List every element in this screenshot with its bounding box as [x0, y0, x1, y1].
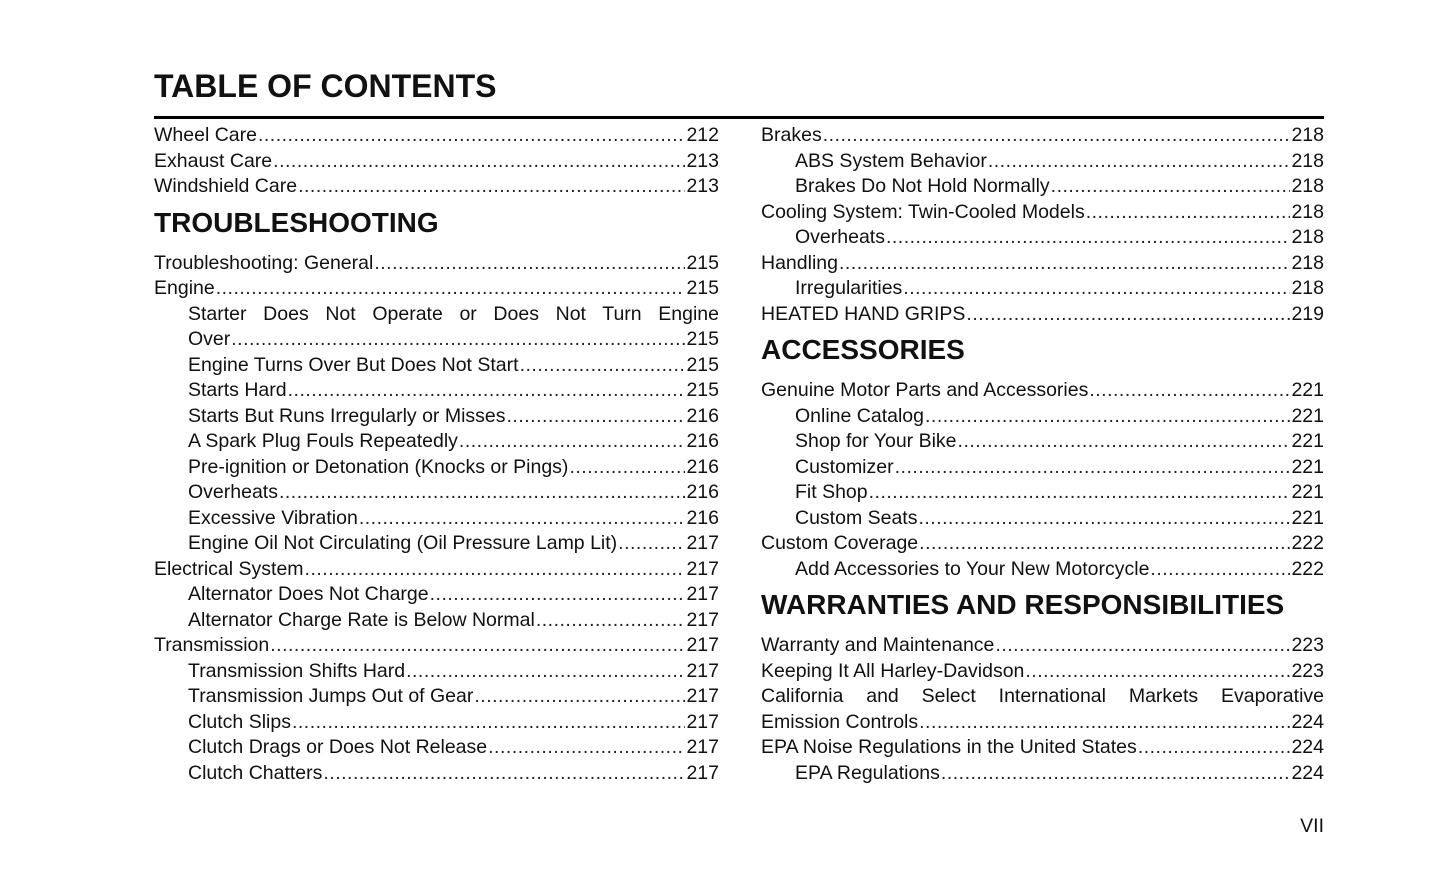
dot-leader [507, 404, 686, 430]
dot-leader [1025, 659, 1290, 685]
entry-page: 215 [686, 251, 719, 274]
entry-page: 218 [1291, 149, 1324, 172]
dot-leader [1150, 557, 1290, 583]
entry-label: Cooling System: Twin-Cooled Models [761, 200, 1085, 223]
entry-label: Transmission Shifts Hard [188, 659, 406, 682]
dot-leader [839, 251, 1290, 277]
entry-page: 221 [1291, 506, 1324, 529]
entry-label: Brakes [761, 124, 822, 146]
entry-page: 221 [1291, 379, 1324, 401]
dot-leader [886, 225, 1290, 251]
toc-entry[interactable] [761, 378, 1324, 404]
dot-leader [288, 378, 686, 404]
dot-leader [988, 149, 1291, 175]
entry-label: Engine Turns Over But Does Not Start [188, 353, 519, 376]
dot-leader [459, 429, 686, 455]
toc-subentry[interactable] [761, 506, 1324, 532]
dot-leader [925, 404, 1290, 430]
entry-label: Online Catalog [795, 404, 924, 427]
entry-page: 213 [686, 149, 719, 172]
entry-page: 222 [1291, 532, 1324, 554]
toc-subentry[interactable] [154, 761, 719, 787]
toc-entry[interactable] [761, 200, 1324, 226]
dot-leader [231, 327, 685, 353]
page-title: TABLE OF CONTENTS [154, 68, 497, 104]
entry-label: Brakes Do Not Hold Normally [795, 175, 1050, 197]
entry-label: Clutch Drags or Does Not Release [188, 736, 488, 758]
entry-label: Emission Controls [761, 710, 919, 733]
toc-subentry[interactable] [761, 557, 1324, 583]
dot-leader [958, 429, 1291, 455]
toc-entry[interactable] [761, 302, 1324, 328]
dot-leader [941, 761, 1291, 787]
entry-page: 223 [1291, 659, 1324, 682]
dot-leader [270, 633, 685, 659]
entry-label: ABS System Behavior [795, 149, 987, 172]
entry-label: Add Accessories to Your New Motorcycle [795, 557, 1150, 580]
entry-label: Transmission Jumps Out of Gear [188, 685, 474, 707]
toc-subentry[interactable] [154, 404, 719, 430]
entry-label: Warranty and Maintenance [761, 634, 995, 656]
entry-label: Starts Hard [188, 379, 287, 401]
toc-subentry[interactable] [154, 506, 719, 532]
entry-page: 217 [686, 608, 719, 631]
dot-leader [618, 531, 685, 557]
entry-page: 221 [1291, 430, 1324, 452]
entry-label: Irregularities [795, 277, 903, 299]
entry-page: 217 [686, 710, 719, 733]
dot-leader [1138, 735, 1291, 761]
entry-page: 215 [686, 379, 719, 401]
entry-label: EPA Regulations [795, 761, 940, 784]
dot-leader [430, 582, 686, 608]
entry-page: 224 [1291, 736, 1324, 758]
toc-subentry[interactable] [761, 480, 1324, 506]
toc-subentry[interactable] [761, 761, 1324, 787]
toc-subentry[interactable] [154, 531, 719, 557]
dot-leader [995, 633, 1290, 659]
entry-page: 213 [686, 175, 719, 197]
entry-page: 224 [1291, 710, 1324, 733]
entry-page: 217 [686, 557, 719, 580]
dot-leader [1086, 200, 1291, 226]
dot-leader [216, 276, 686, 302]
toc-subentry[interactable] [154, 735, 719, 761]
toc-subentry[interactable] [761, 455, 1324, 481]
toc-subentry[interactable] [154, 429, 719, 455]
toc-entry[interactable] [761, 710, 1324, 736]
dot-leader [966, 302, 1290, 328]
dot-leader [1051, 174, 1291, 200]
entry-page: 215 [686, 353, 719, 376]
dot-leader [292, 710, 685, 736]
entry-label: EPA Noise Regulations in the United States [761, 736, 1137, 758]
page-number: VII [1300, 815, 1324, 837]
dot-leader [488, 735, 685, 761]
toc-entry[interactable] [154, 123, 719, 149]
dot-leader [536, 608, 686, 634]
left-column [154, 123, 719, 786]
dot-leader [895, 455, 1291, 481]
entry-label: Clutch Chatters [188, 761, 323, 784]
entry-label: Overheats [795, 226, 885, 248]
section-heading-accessories: ACCESSORIES [761, 334, 965, 365]
toc-subentry[interactable] [761, 149, 1324, 175]
dot-leader [918, 506, 1290, 532]
dot-leader [359, 506, 686, 532]
dot-leader [919, 531, 1290, 557]
entry-label: Overheats [188, 481, 278, 503]
dot-leader [406, 659, 685, 685]
entry-page: 221 [1291, 481, 1324, 503]
entry-label: HEATED HAND GRIPS [761, 302, 966, 325]
dot-leader [823, 123, 1291, 149]
toc-subentry[interactable] [154, 480, 719, 506]
entry-label: Fit Shop [795, 481, 868, 503]
entry-label: Troubleshooting: General [154, 251, 374, 274]
entry-page: 216 [686, 455, 719, 478]
dot-leader [869, 480, 1291, 506]
dot-leader [279, 480, 685, 506]
toc-entry-wrapped-line[interactable]: Starter Does Not Operate or Does Not Turn Engine [188, 302, 719, 325]
dot-leader [298, 174, 685, 200]
section-heading-troubleshooting: TROUBLESHOOTING [154, 206, 439, 238]
toc-entry[interactable] [154, 251, 719, 277]
dot-leader [1089, 378, 1290, 404]
toc-entry[interactable] [761, 251, 1324, 277]
entry-page: 216 [686, 481, 719, 503]
toc-subentry[interactable] [154, 684, 719, 710]
toc-subentry[interactable] [154, 710, 719, 736]
toc-entry[interactable] [154, 557, 719, 583]
toc-entry[interactable] [154, 276, 719, 302]
toc-subentry[interactable] [761, 225, 1324, 251]
toc-subentry[interactable] [761, 404, 1324, 430]
entry-page: 217 [686, 761, 719, 784]
entry-page: 217 [686, 736, 719, 758]
entry-label: Customizer [795, 455, 894, 478]
toc-entry[interactable] [154, 149, 719, 175]
toc-entry[interactable] [761, 531, 1324, 557]
entry-label: Wheel Care [154, 124, 257, 146]
toc-subentry[interactable] [761, 174, 1324, 200]
dot-leader [305, 557, 686, 583]
dot-leader [569, 455, 685, 481]
entry-page: 215 [686, 328, 719, 350]
entry-page: 212 [686, 124, 719, 146]
entry-label: Handling [761, 251, 838, 274]
entry-page: 217 [686, 532, 719, 554]
entry-label: Pre-ignition or Detonation (Knocks or Pings) [188, 455, 569, 478]
toc-entry[interactable] [761, 123, 1324, 149]
entry-page: 218 [1291, 277, 1324, 299]
toc-entry[interactable] [761, 659, 1324, 685]
entry-page: 216 [686, 430, 719, 452]
toc-subentry[interactable] [154, 659, 719, 685]
entry-page: 218 [1291, 251, 1324, 274]
dot-leader [474, 684, 685, 710]
toc-entry-wrapped-line[interactable]: California and Select International Markets Evaporative [761, 685, 1324, 707]
dot-leader [323, 761, 685, 787]
entry-label: Keeping It All Harley-Davidson [761, 659, 1025, 682]
entry-page: 219 [1291, 302, 1324, 325]
toc-subentry[interactable] [761, 429, 1324, 455]
toc-entry[interactable] [761, 735, 1324, 761]
entry-label: Over [188, 328, 231, 350]
entry-page: 222 [1291, 557, 1324, 580]
entry-page: 218 [1291, 175, 1324, 197]
entry-page: 216 [686, 404, 719, 427]
entry-label: Windshield Care [154, 175, 298, 197]
toc-subentry[interactable] [154, 608, 719, 634]
toc-subentry[interactable] [154, 353, 719, 379]
entry-label: Clutch Slips [188, 710, 291, 733]
title-rule [154, 116, 1324, 119]
dot-leader [520, 353, 686, 379]
section-heading-warranties: WARRANTIES AND RESPONSIBILITIES [761, 589, 1285, 620]
entry-label: Alternator Does Not Charge [188, 583, 429, 605]
toc-subentry[interactable] [154, 378, 719, 404]
entry-label: Electrical System [154, 557, 304, 580]
entry-label: Engine [154, 277, 215, 299]
entry-label: Custom Seats [795, 506, 918, 529]
entry-page: 217 [686, 634, 719, 656]
entry-label: Engine Oil Not Circulating (Oil Pressure Lamp Lit) [188, 532, 618, 554]
toc-entry[interactable] [154, 633, 719, 659]
entry-page: 224 [1291, 761, 1324, 784]
entry-label: Starts But Runs Irregularly or Misses [188, 404, 506, 427]
entry-page: 217 [686, 583, 719, 605]
entry-page: 217 [686, 685, 719, 707]
dot-leader [374, 251, 685, 277]
toc-subentry[interactable] [154, 582, 719, 608]
entry-page: 218 [1291, 124, 1324, 146]
entry-page: 218 [1291, 226, 1324, 248]
toc-subentry[interactable] [154, 455, 719, 481]
entry-label: Exhaust Care [154, 149, 273, 172]
entry-label: Genuine Motor Parts and Accessories [761, 379, 1089, 401]
entry-page: 223 [1291, 634, 1324, 656]
entry-label: Transmission [154, 634, 270, 656]
entry-label: Alternator Charge Rate is Below Normal [188, 608, 535, 631]
right-column [761, 123, 1324, 786]
entry-page: 216 [686, 506, 719, 529]
dot-leader [258, 123, 685, 149]
dot-leader [273, 149, 685, 175]
dot-leader [919, 710, 1290, 736]
entry-page: 215 [686, 277, 719, 299]
entry-label: Excessive Vibration [188, 506, 358, 529]
dot-leader [903, 276, 1290, 302]
toc-entry[interactable] [761, 633, 1324, 659]
entry-label: A Spark Plug Fouls Repeatedly [188, 430, 458, 452]
entry-page: 221 [1291, 455, 1324, 478]
toc-subentry[interactable] [761, 276, 1324, 302]
entry-label: Shop for Your Bike [795, 430, 957, 452]
entry-page: 217 [686, 659, 719, 682]
entry-page: 218 [1291, 200, 1324, 223]
toc-entry[interactable] [154, 327, 719, 353]
toc-entry[interactable] [154, 174, 719, 200]
entry-label: Custom Coverage [761, 532, 919, 554]
entry-page: 221 [1291, 404, 1324, 427]
